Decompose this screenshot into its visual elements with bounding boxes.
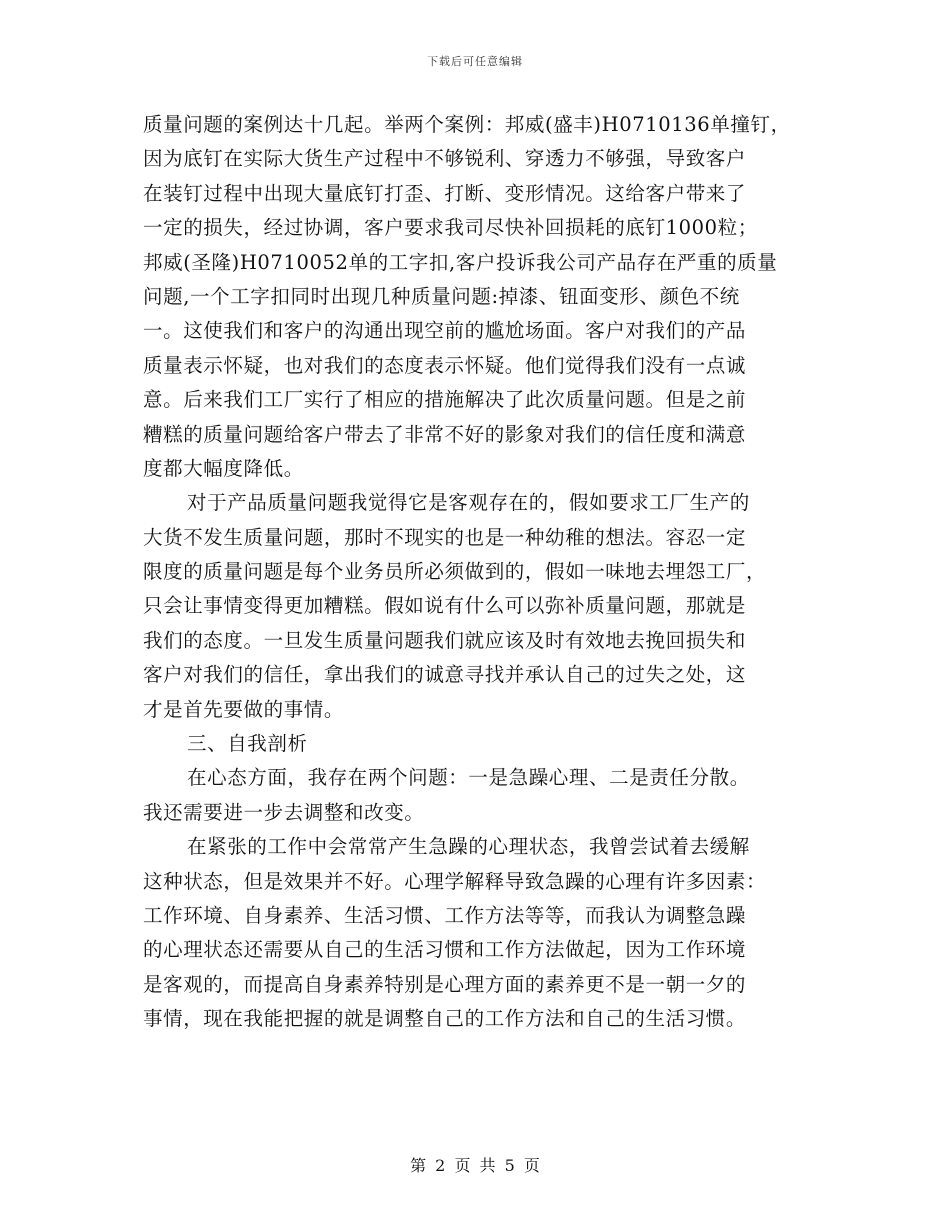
page-header: 下载后可任意编辑	[427, 55, 523, 68]
text-line: 在心态方面，我存在两个问题：一是急躁心理、二是责任分散。	[187, 766, 750, 790]
text-line: 在紧张的工作中会常常产生急躁的心理状态，我曾尝试着去缓解	[187, 835, 750, 859]
text-line: 是客观的，而提高自身素养特别是心理方面的素养更不是一朝一夕的	[143, 972, 747, 996]
text-line: 一。这使我们和客户的沟通出现空前的尴尬场面。客户对我们的产品	[143, 319, 747, 343]
text-line: 糟糕的质量问题给客户带去了非常不好的影象对我们的信任度和满意	[143, 422, 747, 446]
page-number-footer: 第 2 页 共 5 页	[410, 1156, 540, 1175]
text-line: 的心理状态还需要从自己的生活习惯和工作方法做起，因为工作环境	[143, 938, 747, 962]
text-line: 问题,一个工字扣同时出现几种质量问题:掉漆、钮面变形、颜色不统	[143, 284, 740, 308]
text-line: 工作环境、自身素养、生活习惯、工作方法等等，而我认为调整急躁	[143, 903, 747, 927]
text-line: 质量问题的案例达十几起。举两个案例：邦威(盛丰)H0710136单撞钉，	[143, 113, 791, 136]
document-body	[143, 108, 803, 1037]
text-line: 邦威(圣隆)H0710052单的工字扣,客户投诉我公司产品存在严重的质量	[143, 250, 778, 274]
text-line: 意。后来我们工厂实行了相应的措施解决了此次质量问题。但是之前	[143, 388, 747, 412]
text-line: 质量表示怀疑，也对我们的态度表示怀疑。他们觉得我们没有一点诚	[143, 353, 747, 377]
text-line: 客户对我们的信任，拿出我们的诚意寻找并承认自己的过失之处，这	[143, 663, 747, 687]
text-line: 这种状态，但是效果并不好。心理学解释导致急躁的心理有许多因素：	[143, 869, 767, 893]
text-line: 才是首先要做的事情。	[143, 697, 345, 721]
text-line: 三、自我剖析	[187, 732, 308, 756]
text-line: 我还需要进一步去调整和改变。	[143, 800, 425, 824]
text-line: 限度的质量问题是每个业务员所必须做到的，假如一味地去埋怨工厂，	[143, 560, 767, 584]
text-line: 我们的态度。一旦发生质量问题我们就应该及时有效地去挽回损失和	[143, 628, 747, 652]
text-line: 在装钉过程中出现大量底钉打歪、打断、变形情况。这给客户带来了	[143, 181, 747, 205]
text-line: 度都大幅度降低。	[143, 456, 304, 480]
text-line: 大货不发生质量问题，那时不现实的也是一种幼稚的想法。容忍一定	[143, 525, 747, 549]
text-line: 事情，现在我能把握的就是调整自己的工作方法和自己的生活习惯。	[143, 1007, 747, 1031]
text-line: 只会让事情变得更加糟糕。假如说有什么可以弥补质量问题，那就是	[143, 594, 747, 618]
text-line: 一定的损失，经过协调，客户要求我司尽快补回损耗的底钉1000粒；	[143, 216, 758, 240]
text-line: 因为底钉在实际大货生产过程中不够锐利、穿透力不够强，导致客户	[143, 147, 747, 171]
text-line: 对于产品质量问题我觉得它是客观存在的，假如要求工厂生产的	[187, 491, 750, 515]
